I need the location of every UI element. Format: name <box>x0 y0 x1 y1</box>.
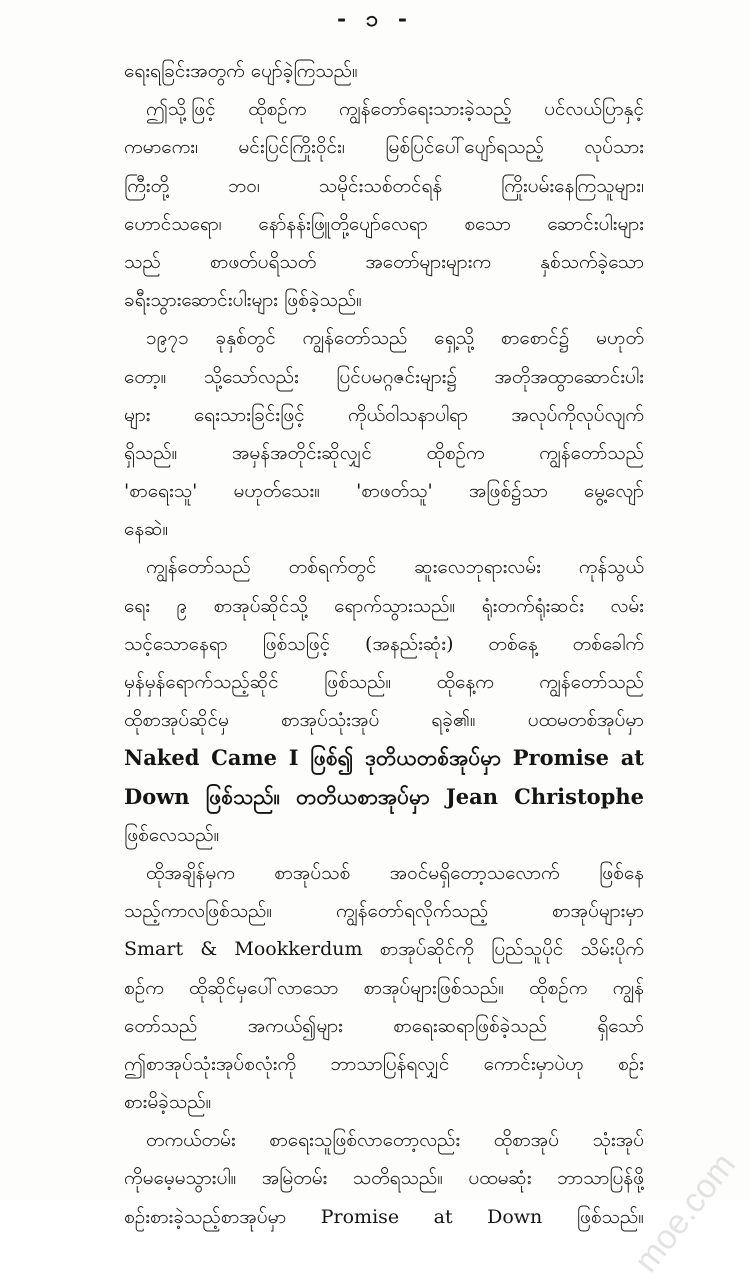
paragraph <box>124 90 644 319</box>
page-number: - ၁ - <box>337 6 413 32</box>
text-line: 'စာရေးသူ' မဟုတ်သေး။ 'စာဖတ်သူ' အဖြစ်၌သာ မွေ့လျော် <box>124 480 644 503</box>
text-line: သည့်ကာလဖြစ်သည်။ ကျွန်တော်ရလိုက်သည့် စာအုပ်များမှာ <box>124 900 644 923</box>
text-line: နေဆဲ။ <box>124 518 169 541</box>
text-line: ဤသို့ဖြင့် ထိုစဉ်က ကျွန်တော်ရေးသားခဲ့သည့် ပင်လယ်ပြာနှင့် <box>146 98 644 121</box>
text-line: တော်သည် အကယ်၍များ စာရေးဆရာဖြစ်ခဲ့သည် ရှိသော် <box>124 1014 644 1037</box>
paragraph <box>124 854 644 1121</box>
paragraph <box>124 52 644 90</box>
text-line: စားမိခဲ့သည်။ <box>124 1091 212 1114</box>
text-line: များ ရေးသားခြင်းဖြင့် ကိုယ်ဝါသနာပါရာ အလုပ်ကိုလုပ်လျက် <box>124 403 644 426</box>
text-line: ရေး ၉ စာအုပ်ဆိုင်သို့ ရောက်သွားသည်။ ရုံးတက်ရုံးဆင်း လမ်း <box>124 594 644 617</box>
text-line: ဖြစ်လေသည်။ <box>124 823 220 846</box>
text-line: သင့်သောနေရာ ဖြစ်သဖြင့် (အနည်းဆုံး) တစ်နေ့ တစ်ခေါက် <box>124 632 644 655</box>
text-line: ကမာကေး၊ မင်းပြင်ကြိုးဝိုင်း၊ မြစ်ပြင်ပေါ်ပျော်ရသည့် လုပ်သား <box>124 136 644 159</box>
text-line: ၁၉၇၁ ခုနှစ်တွင် ကျွန်တော်သည် ရှေ့သို့ စာစောင်၌ မဟုတ် <box>146 327 644 350</box>
text-line: တကယ်တမ်း စာရေးသူဖြစ်လာတော့လည်း ထိုစာအုပ် သုံးအုပ် <box>146 1129 644 1152</box>
text-line: ခရီးသွားဆောင်းပါးများ ဖြစ်ခဲ့သည်။ <box>124 289 362 312</box>
watermark: moe.com <box>627 1145 744 1280</box>
text-line: ဤစာအုပ်သုံးအုပ်စလုံးကို ဘာသာပြန်ရလျှင် ကောင်းမှာပဲဟု စဉ်း <box>124 1052 644 1075</box>
paragraph <box>124 1121 644 1236</box>
text-line: တော့။ သို့သော်လည်း ပြင်ပမဂ္ဂဇင်းများ၌ အတိုအထွာဆောင်းပါး <box>124 365 644 388</box>
text-line: သည် စာဖတ်ပရိသတ် အတော်များများက နှစ်သက်ခဲ့သော <box>124 250 644 273</box>
text-line: ရှိသည်။ အမှန်အတိုင်းဆိုလျှင် ထိုစဉ်က ကျွန်တော်သည် <box>124 441 644 464</box>
text-line: ကြီးတို့ ဘဝ၊ သမိုင်းသစ်တင်ရန် ကြိုးပမ်းနေကြသူများ၊ <box>124 174 644 197</box>
paragraph <box>124 548 644 854</box>
paragraph <box>124 319 644 548</box>
text-line: ရေးရခြင်းအတွက် ပျော်ခဲ့ကြသည်။ <box>124 60 358 82</box>
page-body <box>124 52 644 1236</box>
text-line: ဟောင်သရော၊ နော်နန်းဖြူတို့ပျော်လေရာ စသော ဆောင်းပါးများ <box>124 212 644 235</box>
text-line: ကိုမမေ့မသွားပါ။ အမြဲတမ်း သတိရသည်။ ပထမဆုံး ဘာသာပြန်ဖို့ <box>124 1167 644 1190</box>
text-line: ကျွန်တော်သည် တစ်ရက်တွင် ဆူးလေဘုရားလမ်း ကုန်သွယ် <box>146 556 644 579</box>
text-line: Smart & Mookkerdum စာအုပ်ဆိုင်ကို ပြည်သူပိုင် သိမ်းပိုက် <box>124 938 644 961</box>
text-line: Down ဖြစ်သည်။ တတိယစာအုပ်မှာ Jean Christophe <box>124 783 644 809</box>
text-line: Naked Came I ဖြစ်၍ ဒုတိယတစ်အုပ်မှာ Promise at <box>124 745 644 771</box>
text-line: စဉ်က ထိုဆိုင်မှပေါ်လာသော စာအုပ်များဖြစ်သည်။ ထိုစဉ်က ကျွန် <box>124 976 644 999</box>
text-line: ထိုအချိန်မှက စာအုပ်သစ် အဝင်မရှိတော့သလောက် ဖြစ်နေ <box>146 861 644 884</box>
text-line: စဉ်းစားခဲ့သည့်စာအုပ်မှာ Promise at Down ဖြစ်သည်။ <box>124 1205 644 1228</box>
text-line: ထိုစာအုပ်ဆိုင်မှ စာအုပ်သုံးအုပ် ရခဲ့၏။ ပထမတစ်အုပ်မှာ <box>124 709 644 732</box>
text-line: မှန်မှန်ရောက်သည့်ဆိုင် ဖြစ်သည်။ ထိုနေ့က ကျွန်တော်သည် <box>124 671 644 693</box>
